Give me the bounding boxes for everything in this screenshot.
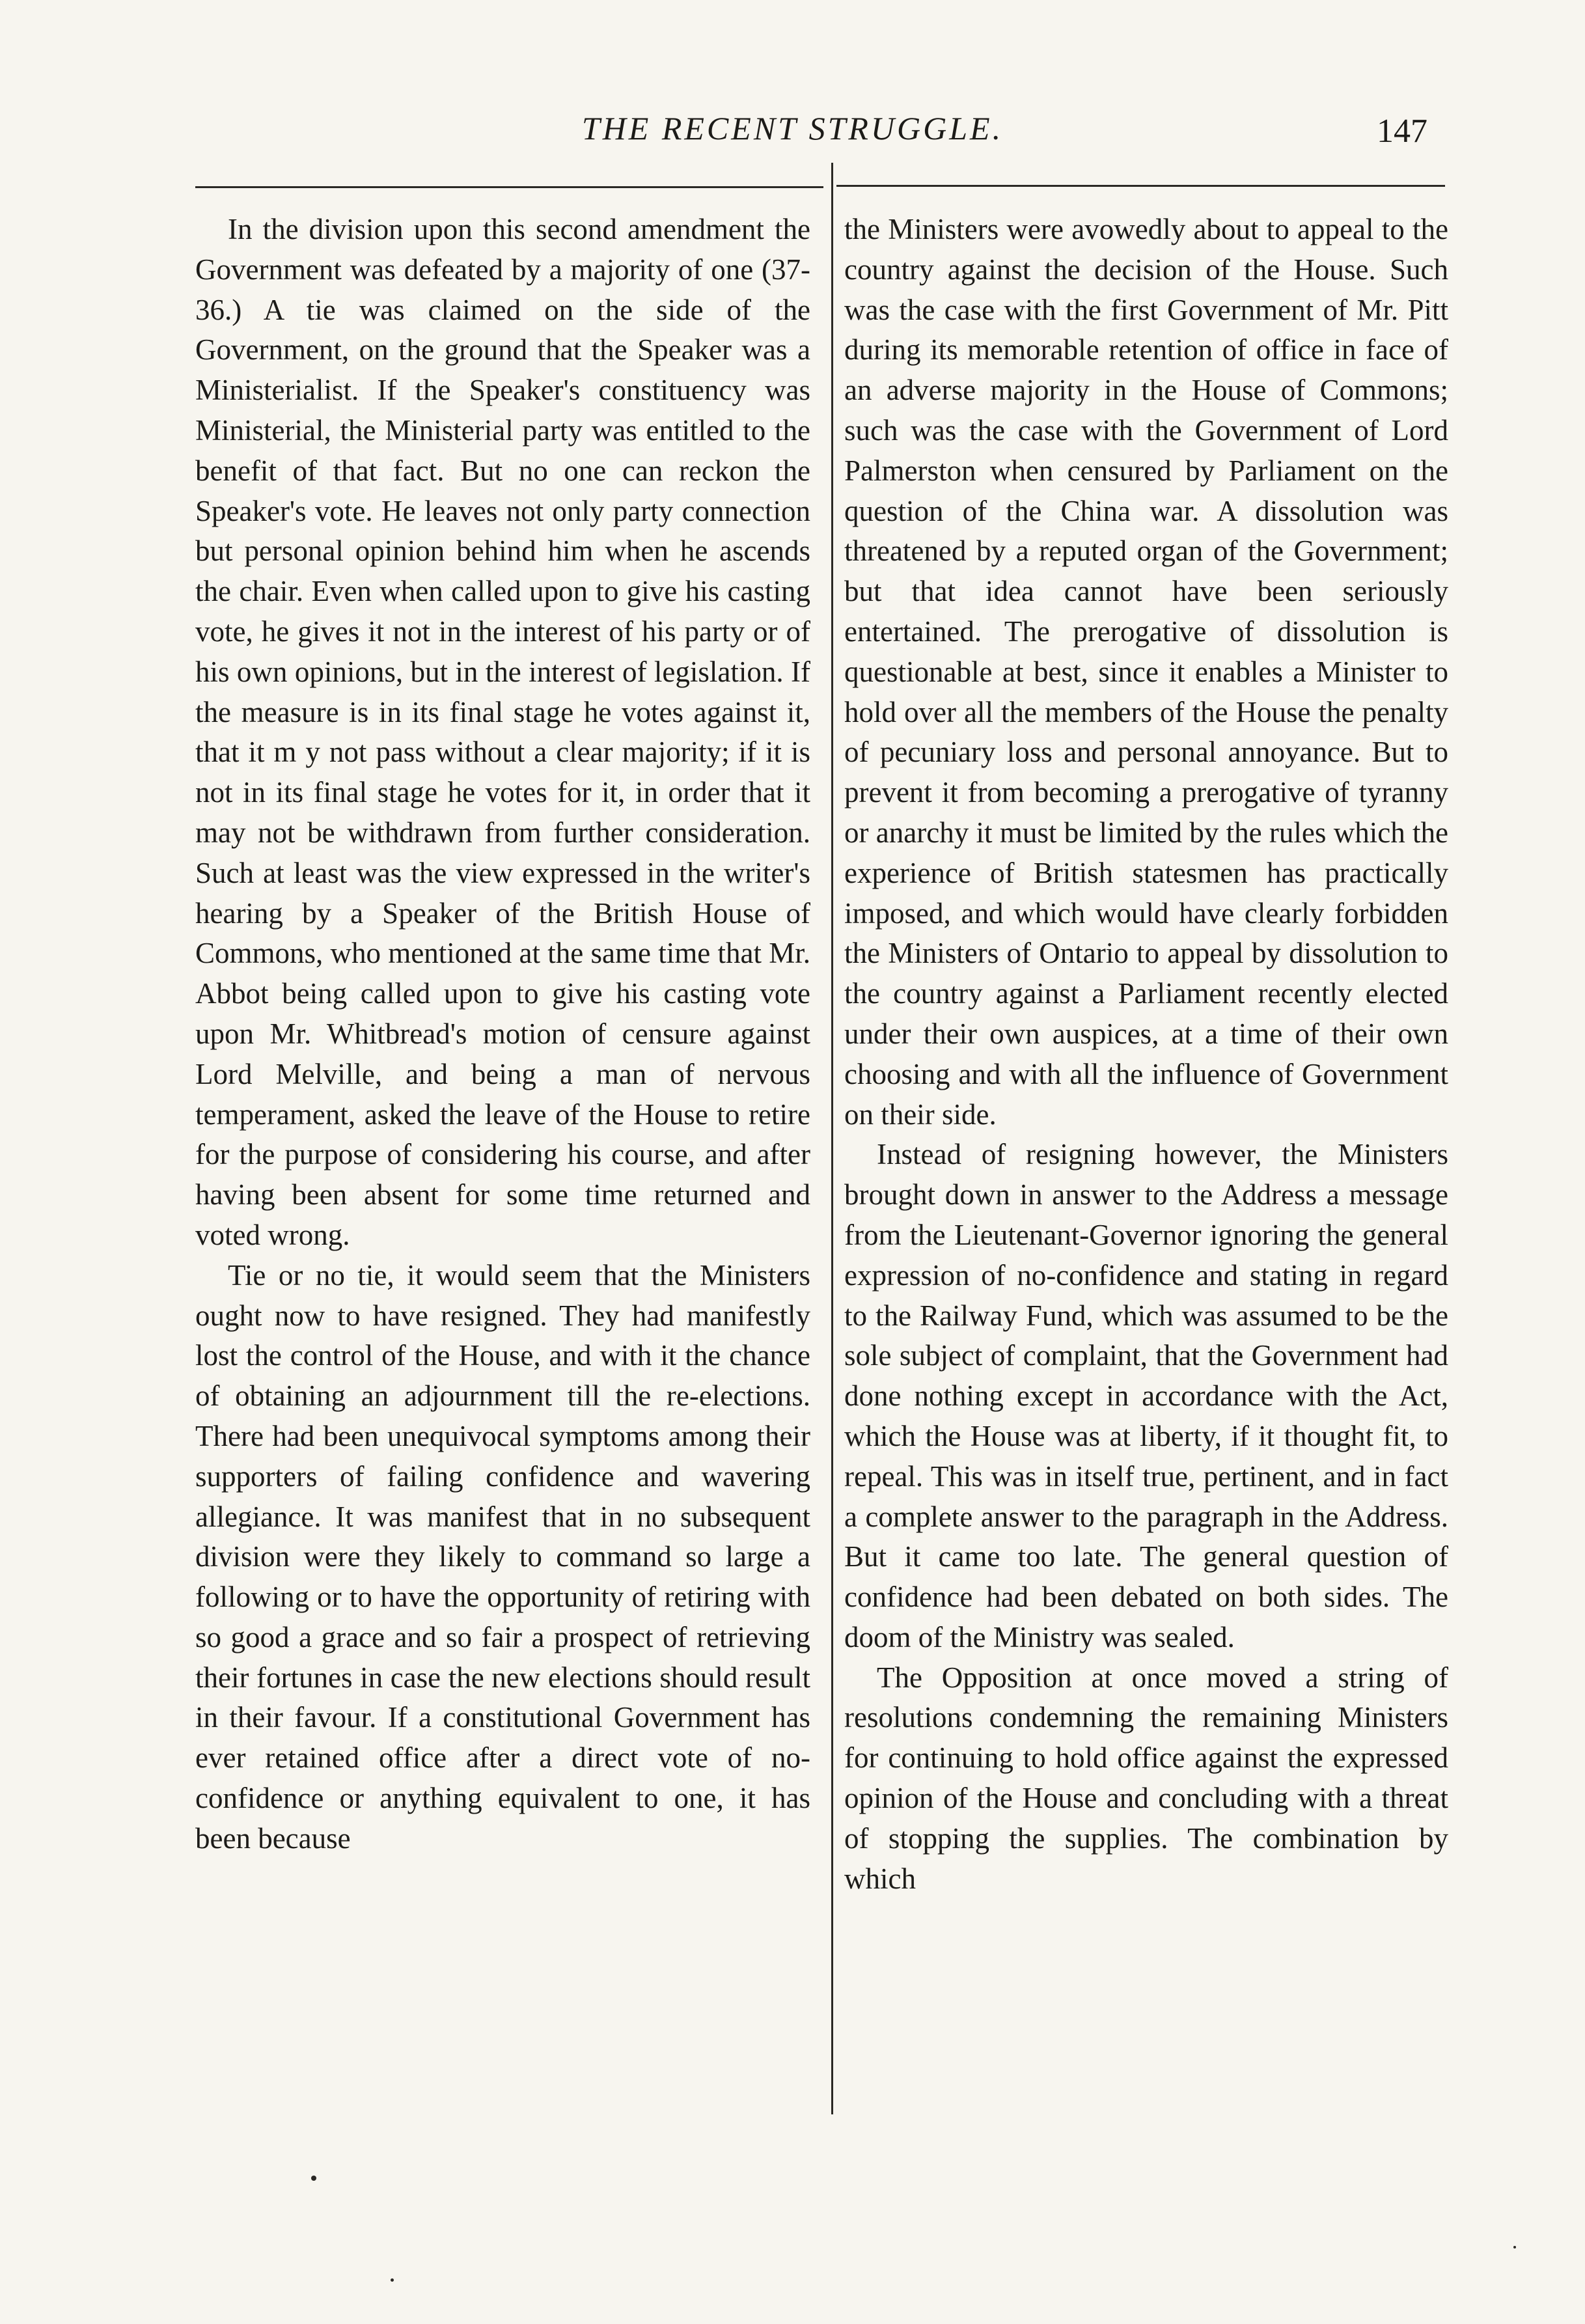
- left-column: [195, 210, 810, 1859]
- ink-speck: [311, 2176, 316, 2181]
- column-divider: [831, 163, 833, 2114]
- paragraph: In the division upon this second amendment the Government was defeated by a majority of one (37-36.) A tie was claimed on the side of the Government, on the ground that the Speaker was a Ministerialist. If the Speaker's constituency was Ministerial, the Ministerial party was entitled to the benefit of that fact. But no one can reckon the Speaker's vote. He leaves not only party connection but personal opinion behind him when he ascends the chair. Even when called upon to give his casting vote, he gives it not in the interest of his party or of his own opinions, but in the interest of legislation. If the measure is in its final stage he votes against it, that it m y not pass without a clear majority; if it is not in its final stage he votes for it, in order that it may not be withdrawn from further consideration. Such at least was the view expressed in the writer's hearing by a Speaker of the British House of Commons, who mentioned at the same time that Mr. Abbot being called upon to give his casting vote upon Mr. Whitbread's motion of censure against Lord Melville, and being a man of nervous temperament, asked the leave of the House to retire for the purpose of considering his course, and after having been absent for some time returned and voted wrong.: [195, 213, 810, 1251]
- header-rule-right: [836, 185, 1445, 187]
- paragraph-continued: the Ministers were avowedly about to appeal to the country against the decision of the House. Such was the case with the first Government of Mr. Pitt during its memorable retention of office in face of an adverse majority in the House of Commons; such was the case with the Government of Lord Palmerston when censured by Parliament on the question of the China war. A dissolution was threatened by a reputed organ of the Government; but that idea cannot have been seriously entertained. The prerogative of dissolution is questionable at best, since it enables a Minister to hold over all the members of the House the penalty of pecuniary loss and personal annoyance. But to prevent it from becoming a prerogative of tyranny or anarchy it must be limited by the rules which the experience of British statesmen has practically imposed, and which would have clearly forbidden the Ministers of Ontario to appeal by dissolution to the country against a Parliament recently elected under their own auspices, at a time of their own choosing and with all the influence of Government on their side.: [844, 213, 1448, 1131]
- paragraph: Tie or no tie, it would seem that the Ministers ought now to have resigned. They had manifestly lost the control of the House, and with it the chance of obtaining an adjournment till the re-elections. There had been unequivocal symptoms among their supporters of failing confidence and wavering allegiance. It was manifest that in no subsequent division were they likely to command so large a following or to have the opportunity of retiring with so good a grace and so fair a prospect of retrieving their fortunes in case the new elections should result in their favour. If a constitutional Government has ever retained office after a direct vote of no-confidence or anything equivalent to one, it has been because: [195, 1258, 810, 1855]
- running-title: THE RECENT STRUGGLE.: [581, 110, 1004, 146]
- paragraph: Instead of resigning however, the Ministers brought down in answer to the Address a message from the Lieutenant-Governor ignoring the general expression of no-confidence and stating in regard to the Railway Fund, which was assumed to be the sole subject of complaint, that the Government had done nothing except in accordance with the Act, which the House was at liberty, if it thought fit, to repeal. This was in itself true, pertinent, and in fact a complete answer to the paragraph in the Address. But it came too late. The general question of confidence had been debated on both sides. The doom of the Ministry was sealed.: [844, 1138, 1448, 1653]
- page-number: 147: [1377, 113, 1427, 150]
- ink-speck: [1513, 2246, 1516, 2248]
- ink-speck: [391, 2278, 394, 2282]
- right-column: [844, 210, 1448, 1899]
- header-rule-left: [195, 186, 823, 188]
- paragraph: The Opposition at once moved a string of resolutions condemning the remaining Ministers for continuing to hold office against the expressed opinion of the House and concluding with a threat of stopping the supplies. The combination by which: [844, 1661, 1448, 1895]
